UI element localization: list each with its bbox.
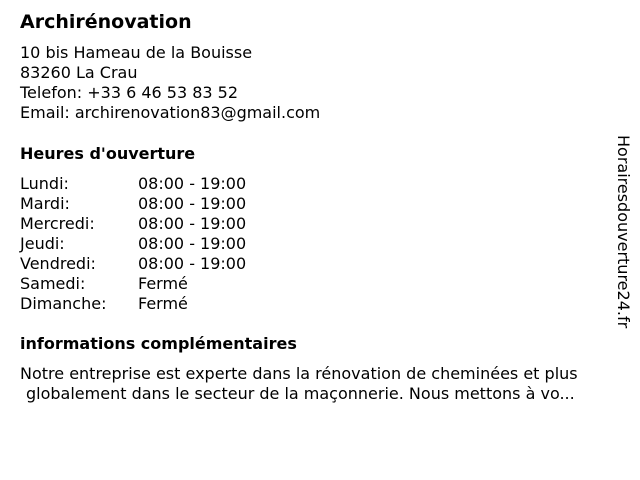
hours-row-friday [20, 254, 320, 274]
opening-hours-heading: Heures d'ouverture [20, 144, 196, 163]
hours-row-monday [20, 174, 320, 194]
hours-row-saturday [20, 274, 320, 294]
hours-day-label: Mardi: [20, 194, 70, 213]
additional-info-heading: informations complémentaires [20, 334, 297, 353]
hours-time-value: 08:00 - 19:00 [138, 234, 247, 253]
hours-day-label: Dimanche: [20, 294, 107, 313]
hours-day-label: Lundi: [20, 174, 69, 193]
hours-time-value: 08:00 - 19:00 [138, 174, 247, 193]
hours-row-sunday [20, 294, 320, 314]
hours-time-value: 08:00 - 19:00 [138, 214, 247, 233]
hours-day-label: Jeudi: [20, 234, 65, 253]
description-line: globalement dans le secteur de la maçonnerie. Nous mettons à vo... [26, 384, 575, 403]
business-description [20, 364, 620, 404]
hours-day-label: Vendredi: [20, 254, 96, 273]
address-block [20, 43, 320, 123]
hours-day-label: Samedi: [20, 274, 86, 293]
watermark [609, 135, 639, 375]
hours-row-thursday [20, 234, 320, 254]
opening-hours-table [20, 174, 320, 314]
address-street: 10 bis Hameau de la Bouisse [20, 43, 253, 62]
phone-number: Telefon: +33 6 46 53 83 52 [20, 83, 239, 102]
hours-row-tuesday [20, 194, 320, 214]
hours-time-value: 08:00 - 19:00 [138, 194, 247, 213]
business-name: Archirénovation [20, 11, 192, 33]
hours-day-label: Mercredi: [20, 214, 95, 233]
address-city: 83260 La Crau [20, 63, 138, 82]
watermark-text: Horairesdouverture24.fr [614, 135, 633, 329]
hours-row-wednesday [20, 214, 320, 234]
hours-time-value: Fermé [138, 294, 188, 313]
hours-time-value: 08:00 - 19:00 [138, 254, 247, 273]
email-address: Email: archirenovation83@gmail.com [20, 103, 321, 122]
hours-time-value: Fermé [138, 274, 188, 293]
description-line: Notre entreprise est experte dans la rénovation de cheminées et plus [20, 364, 578, 383]
